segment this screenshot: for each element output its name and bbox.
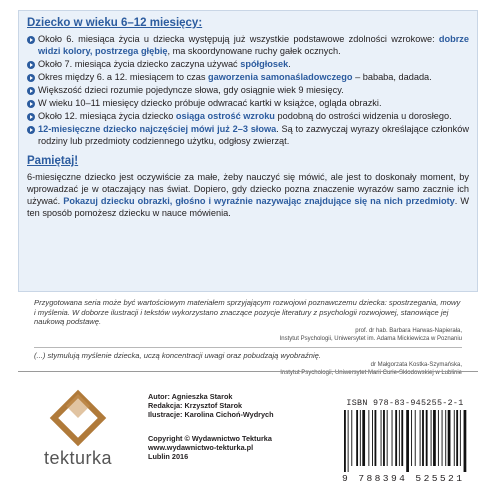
section-heading: Dziecko w wieku 6–12 miesięcy:	[27, 17, 203, 29]
milestone-3-text-0: Większość dzieci rozumie pojedyncze słowa, gdy osiągnie wiek 9 miesięcy.	[38, 84, 344, 95]
quote-2-author: dr Małgorzata Kostka-Szymańska,	[370, 361, 462, 368]
barcode-bar	[448, 410, 451, 466]
endorsements	[34, 298, 462, 378]
milestone-0-text-0: Około 6. miesiąca życia u dziecka występują już wszystkie podstawowe zdolności wzrokowe:	[38, 34, 439, 44]
milestone-0-text-1: dobrze widzi kolory, postrzega głębię	[38, 34, 469, 56]
barcode-icon	[342, 410, 468, 472]
barcode-bar	[360, 410, 361, 466]
milestone-1-text-2: .	[288, 58, 291, 69]
quote-divider	[34, 347, 462, 348]
milestone-6-text-1: . Są to zazwyczaj wyrazy określające członków rodziny lub przedmioty codziennego użytku, odgłosy zwierząt.	[38, 124, 469, 146]
milestone-0-text-2: , ma skoordynowane ruchy gałek ocznych.	[167, 45, 341, 56]
footer-divider	[18, 371, 478, 372]
milestone-2-text-0: Okres między 6. a 12. miesiącem to czas	[38, 71, 209, 82]
remember-text-1: Pokazuj dziecku obrazki, głośno i wyraźnie nazywając znajdujące się na nich przedmioty	[63, 195, 455, 206]
barcode-bar	[392, 410, 393, 466]
barcode-bar	[431, 410, 432, 466]
quote-2-affiliation: Instytut Psychologii, Uniwersytet Marii Curie-Skłodowskiej w Lublinie	[280, 370, 462, 377]
barcode-bar	[375, 410, 377, 466]
barcode-digits: 9 788394 525521	[342, 473, 465, 484]
barcode-bar	[395, 410, 397, 466]
milestone-5-text-1: osiąga ostrość wzroku	[175, 111, 275, 122]
milestone-list	[27, 34, 469, 147]
barcode-bar	[351, 410, 352, 466]
barcode-bar	[464, 410, 467, 472]
barcode-bar	[422, 410, 424, 466]
remember-text-0: 6-miesięczne dziecko jest oczywiście za małe, żeby nauczyć się mówić, ale jest to doskonały moment, by wprowadzać je w otaczający nas świat. Dopiero, gdy dziecko pozna znaczenie wyrazów samo zacznie ich używać.	[27, 172, 469, 206]
barcode-bar	[344, 410, 346, 472]
tekturka-logo-icon	[36, 388, 120, 448]
barcode-bar	[411, 410, 412, 466]
barcode-bar	[460, 410, 461, 466]
milestone-item	[27, 111, 469, 123]
quote-1-author: prof. dr hab. Barbara Harwas-Napierała,	[355, 327, 462, 334]
barcode-bar	[362, 410, 365, 466]
bullet-arrow-icon	[27, 87, 35, 95]
milestone-6-text-0: 12-miesięczne dziecko najczęściej mówi już 2–3 słowa	[38, 124, 277, 135]
barcode-bar	[383, 410, 385, 466]
barcode-bar	[433, 410, 436, 466]
milestone-item	[27, 59, 469, 71]
milestone-2-text-2: – bababa, dadada.	[352, 71, 432, 82]
editor-credit: Redakcja: Krzysztof Starok	[148, 401, 243, 411]
milestone-item	[27, 85, 469, 97]
milestone-item	[27, 34, 469, 57]
milestone-2-text-1: gaworzenia samonaśladowczego	[208, 71, 353, 82]
illustrator-credit: Ilustracje: Karolina Cichoń-Wydrych	[148, 410, 274, 420]
publisher-logo	[36, 388, 120, 480]
barcode-bar	[426, 410, 428, 466]
quote-1-affiliation: Instytut Psychologii, Uniwersytet im. Adama Mickiewicza w Poznaniu	[279, 336, 462, 343]
barcode-bar	[348, 410, 349, 472]
info-panel	[18, 10, 478, 292]
isbn-number: ISBN 978-83-945255-2-1	[346, 398, 464, 408]
copyright: Copyright © Wydawnictwo Tekturka	[148, 433, 272, 443]
logo-text: tekturka	[43, 448, 113, 468]
bullet-arrow-icon	[27, 36, 35, 44]
barcode-bar	[445, 410, 446, 466]
isbn-barcode	[342, 398, 468, 484]
milestone-item	[27, 72, 469, 84]
quote-1: Przygotowana seria może być wartościowym materiałem sprzyjającym rozwojowi poznawczemu dziecka: spostrzegania, mowy i myślenia. W doborze ilustracji i tekstów wykorzystano znaczące pozycje literatury z psychologii rozwojowej, stanowiące jej naukową podstawę.	[34, 298, 461, 327]
barcode-bar	[387, 410, 388, 466]
bullet-arrow-icon	[27, 100, 35, 108]
milestone-5-text-0: Około 12. miesiąca życia dziecko	[38, 111, 176, 122]
barcode-bar	[399, 410, 400, 466]
milestone-4-text-0: W wieku 10–11 miesięcy dziecko próbuje odwracać kartki w książce, ogląda obrazki.	[38, 97, 382, 108]
barcode-bar	[406, 410, 409, 472]
barcode-bar	[438, 410, 439, 466]
barcode-bar	[368, 410, 369, 466]
barcode-bar	[420, 410, 421, 466]
remember-text	[27, 172, 469, 219]
barcode-bar	[415, 410, 416, 466]
remember-heading: Pamiętaj!	[27, 155, 79, 168]
barcode-bar	[454, 410, 455, 466]
credits	[148, 392, 328, 461]
milestone-1-text-0: Około 7. miesiąca życia dziecko zaczyna używać	[38, 58, 241, 69]
milestone-5-text-2: podobną do ostrości widzenia u dorosłego.	[274, 111, 452, 122]
barcode-bar	[401, 410, 403, 466]
milestone-item	[27, 124, 469, 147]
barcode-bar	[456, 410, 458, 466]
milestone-1-text-1: spółgłosek	[240, 58, 289, 69]
barcode-bar	[372, 410, 373, 466]
milestone-item	[27, 98, 469, 110]
barcode-bar	[381, 410, 382, 466]
author-credit: Autor: Agnieszka Starok	[148, 392, 233, 401]
bullet-arrow-icon	[27, 126, 35, 134]
place-year: Lublin 2016	[148, 452, 189, 462]
website-link[interactable]: www.wydawnictwo-tekturka.pl	[148, 442, 254, 452]
bullet-arrow-icon	[27, 74, 35, 82]
bullet-arrow-icon	[27, 113, 35, 121]
bullet-arrow-icon	[27, 61, 35, 69]
remember-text-2: . W ten sposób pomożesz dziecku w nauce mówienia.	[27, 195, 470, 218]
barcode-bar	[356, 410, 358, 466]
barcode-bar	[442, 410, 443, 466]
quote-2: (...) stymulują myślenie dziecka, uczą koncentracji uwagi oraz pobudzają wyobraźnię.	[34, 350, 322, 360]
